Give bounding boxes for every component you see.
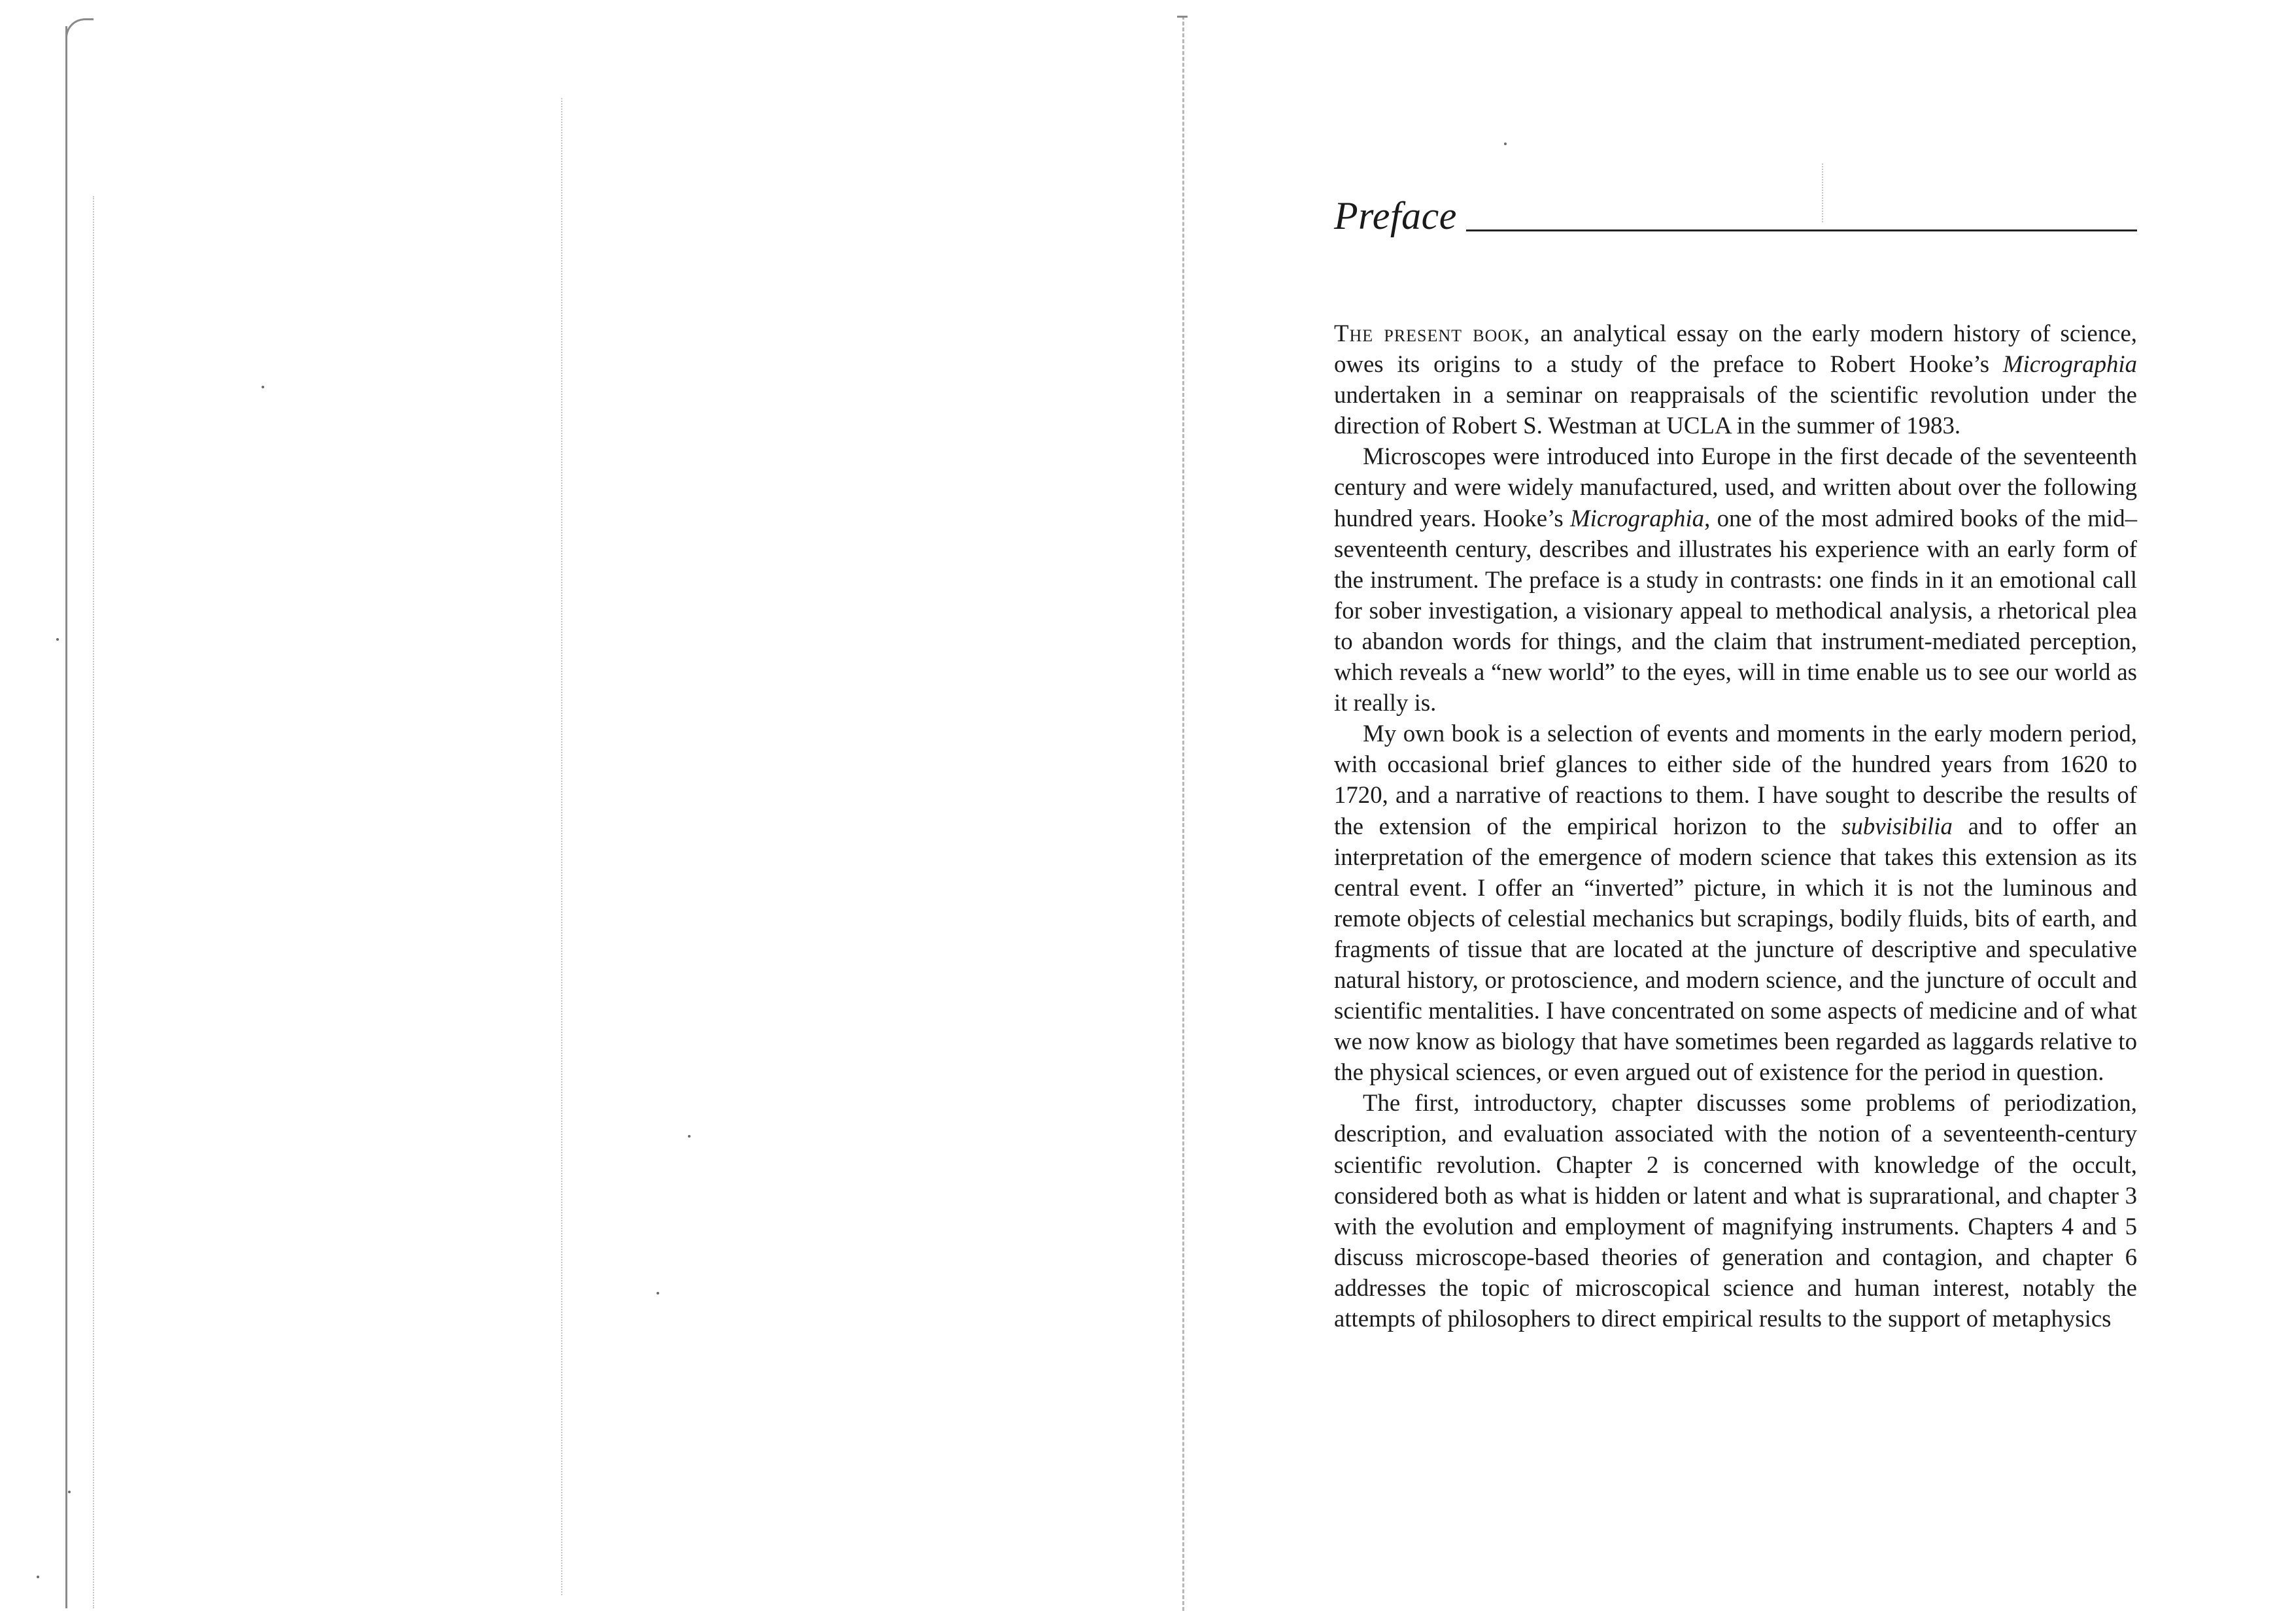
paragraph-2-text-a: Microscopes were introduced into Europe in the first decade of the seventeenth century and were widely manufactured, used, and written about over the following hundred years. Hooke’s xyxy=(1334,443,2137,532)
book-gutter xyxy=(1182,16,1184,1611)
scan-speck xyxy=(657,1292,659,1294)
scan-speck xyxy=(56,638,59,641)
preface-page xyxy=(1334,183,2137,1334)
paragraph-1-text-a: an analytical essay on the early modern history of science, owes its origins to a study of the preface to Robert Hooke’s xyxy=(1334,320,2137,378)
scan-speck xyxy=(37,1576,39,1578)
paragraph-2-text-b: , one of the most admired books of the mid–seventeenth century, describes and illustrates his experience with an early form of the instrument. The preface is a study in contrasts: one finds in it an emotional call for sober investigation, a visionary appeal to methodical analysis, a rhetorical plea to abandon words for things, and the claim that instrument-mediated perception, which reveals a “new world” to the eyes, will in time enable us to see our world as it really is. xyxy=(1334,504,2138,717)
page-edge-curl xyxy=(65,18,94,46)
term-subvisibilia: subvisibilia xyxy=(1841,812,1953,839)
paragraph-3-text-b: and to offer an interpretation of the emergence of modern science that takes this extension as its central event. I offer an “inverted” picture, in which it is not the luminous and remote objects of celestial mechanics but scrapings, bodily fluids, bits of earth, and fragments of tissue that are located at the juncture of descriptive and speculative natural history, or protoscience, and modern science, and the juncture of occult and scientific mentalities. I have concentrated on some aspects of medicine and of what we now know as biology that have sometimes been regarded as laggards relative to the physical sciences, or even argued out of existence for the period in question. xyxy=(1334,812,2137,1086)
book-title-micrographia: Micrographia xyxy=(1569,504,1705,532)
paragraph-4 xyxy=(1334,1087,2137,1334)
scan-speck xyxy=(688,1135,691,1138)
scan-speck xyxy=(68,1491,71,1493)
preface-body xyxy=(1334,318,2137,1334)
paragraph-1 xyxy=(1334,318,2137,441)
scan-speck xyxy=(262,386,264,388)
heading-rule xyxy=(1466,229,2137,231)
paragraph-4-text: The first, introductory, chapter discusses some problems of periodization, description, and evaluation associated with the notion of a seventeenth-century scientific revolution. Chapter 2 is concerned with knowledge of the occult, considered both as what is hidden or latent and what is suprarational, and chapter 3 with the evolution and employment of magnifying instruments. Chapters 4 and 5 discuss microscope-based theories of generation and contagion, and chapter 6 addresses the topic of microscopical science and human interest, notably the attempts of philosophers to direct empirical results to the support of metaphysics xyxy=(1334,1089,2137,1332)
preface-heading-row xyxy=(1334,183,2137,235)
paragraph-1-text-b: undertaken in a seminar on reappraisals of the scientific revolution under the direction of Robert S. Westman at UCLA in the summer of 1983. xyxy=(1334,381,2137,439)
left-page-inner-edge xyxy=(93,196,94,1608)
gutter-mark xyxy=(1177,16,1188,18)
book-title-micrographia: Micrographia xyxy=(2002,350,2137,378)
left-page-edge xyxy=(65,26,67,1608)
bleed-through-line xyxy=(561,98,562,1595)
paragraph-3 xyxy=(1334,718,2137,1087)
paragraph-2 xyxy=(1334,441,2137,718)
lead-in-small-caps: The present book, xyxy=(1334,320,1531,347)
paragraph-3-text-a: My own book is a selection of events and moments in the early modern period, with occasional brief glances to either side of the hundred years from 1620 to 1720, and a narrative of reactions to them. I have sought to describe the results of the extension of the empirical horizon to the xyxy=(1334,720,2137,839)
page-title: Preface xyxy=(1334,194,1457,237)
scan-speck xyxy=(1504,143,1507,145)
